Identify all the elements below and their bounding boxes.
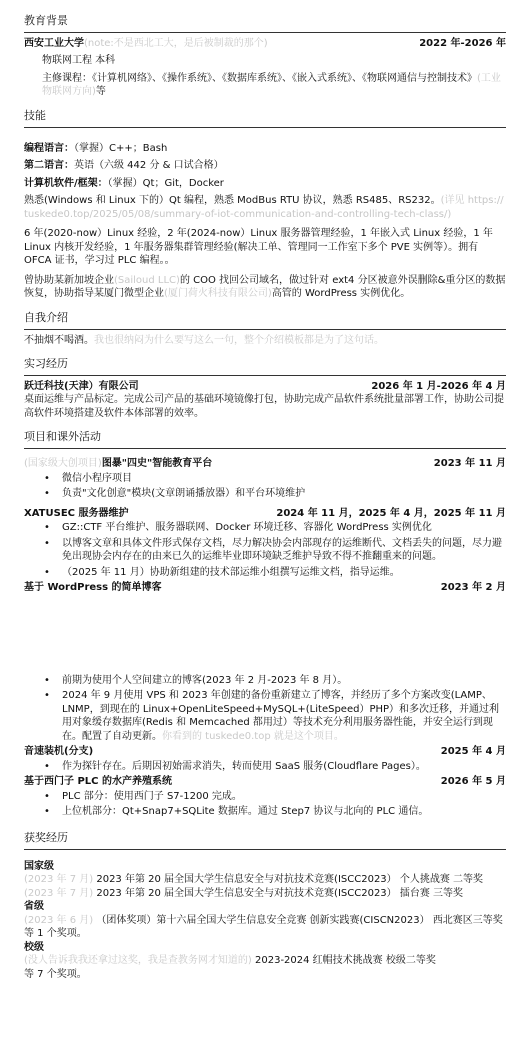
education-school-line: [24, 37, 268, 51]
skill-programming-label: 编程语言：: [24, 142, 74, 154]
section-title-projects: 项目和课外活动: [24, 430, 506, 449]
project-1-header: [24, 457, 506, 471]
skill-language-label: 第二语言：: [24, 160, 74, 172]
school-name: 西安工业大学: [24, 37, 84, 49]
skill-programming-value: （掌握）C++；Bash: [74, 142, 168, 154]
section-title-intro: 自我介绍: [24, 311, 506, 330]
project-1-title-line: [24, 457, 212, 471]
award-national-2: [24, 887, 506, 901]
project-5-name: 基于西门子 PLC 的水产养殖系统: [24, 776, 173, 788]
list-item: • PLC 部分：使用西门子 S7-1200 完成。: [24, 790, 506, 804]
list-item: • 作为探针存在。后期因初始需求消失，转而使用 SaaS 服务(Cloudflare Pages）。: [24, 760, 506, 774]
intro-note: 我也很纳闷为什么要写这么一句，整个介绍模板都是为了这句话。: [94, 334, 384, 346]
project-1-dates: 2023 年 11 月: [433, 458, 506, 470]
skill-help-prefix: 曾协助某新加坡企业: [24, 274, 114, 286]
project-4-bullets: [24, 760, 506, 774]
skill-software-label: 计算机软件/框架：: [24, 177, 108, 189]
section-education: [24, 14, 506, 99]
list-item: • GZ::CTF 平台维护、服务器联网、Docker 环境迁移、容器化 WordPress 实例优化: [24, 521, 506, 535]
skill-language-value: 英语（六级 442 分 & 口试合格）: [74, 160, 224, 172]
award-province-1-text: （团体奖项）第十六届全国大学生信息安全竞赛 创新实践赛(CISCN2023） 西北赛区三等奖: [96, 914, 503, 926]
project-5-header: [24, 775, 506, 789]
skill-help-note2: (厦门荷火科技有限公司): [164, 288, 272, 300]
project-2-bullets: [24, 521, 506, 579]
skill-linux-paragraph: 6 年(2020-now）Linux 经验，2 年(2024-now）Linux 服务器管理经验，1 年嵌入式 Linux 经验，1 年 Linux 内核开发经验，1 年服务器集群管理经验(解决工单、管理同一工作室下多个 PVE 实例等）。拥有 OFCA 证书，学习过 PLC 编程。。: [24, 228, 493, 267]
list-item: • 上位机部分：Qt+Snap7+SQLite 数据库。通过 Step7 协议与北向的 PLC 通信。: [24, 805, 506, 819]
award-national-1: [24, 873, 506, 887]
courses-text: 主修课程：《计算机网络》、《操作系统》、《数据库系统》、《嵌入式系统》、《物联网通信与控制技术》: [42, 72, 477, 84]
list-item: • （2025 年 11 月）协助新组建的技术部运维小组撰写运维文档，指导运维。: [24, 566, 506, 580]
education-header: [24, 37, 506, 51]
section-title-awards: 获奖经历: [24, 831, 506, 850]
experience-header: [24, 380, 506, 394]
section-title-experience: 实习经历: [24, 357, 506, 376]
education-major: 物联网工程 本科: [42, 55, 116, 67]
award-province-1: [24, 914, 506, 928]
education-courses: [24, 72, 506, 99]
project-3-dates: 2023 年 2 月: [440, 582, 506, 594]
list-item: • 以博客文章和具体文件形式保存文档，尽力解决协会内部现存的运维断代、文档丢失的问题，尽力避免出现协会内存在的由来已久的运维毕业即环境缺乏维护导致不得不推翻重来的问题。: [24, 537, 506, 564]
section-awards: [24, 831, 506, 981]
skill-help-suffix: 高管的 WordPress 实例优化。: [271, 288, 411, 300]
award-school-1-text: 2023-2024 红帽技术挑战赛 校级二等奖: [255, 955, 436, 967]
skill-second-language: [24, 159, 506, 173]
courses-note: (工业物联网方向): [42, 72, 501, 98]
experience-dates: 2026 年 1 月-2026 年 4 月: [371, 380, 506, 392]
list-item: • 微信小程序项目: [24, 472, 506, 486]
award-province-1-date: (2023 年 6 月): [24, 914, 94, 926]
awards-province-label: 省级: [24, 901, 44, 913]
list-item: • 负责"文化创意"模块(文章朗诵播放器）和平台环境维护: [24, 487, 506, 501]
awards-school-label: 校级: [24, 941, 44, 953]
award-school-1: [24, 954, 506, 968]
award-national-1-text: 2023 年第 20 届全国大学生信息安全与对抗技术竞赛(ISCC2023） 个人挑战赛 二等奖: [96, 874, 484, 886]
skill-help-note1: (Sailoud LLC): [114, 274, 180, 286]
award-school-1-note: (没人告诉我我还拿过这奖，我是查教务网才知道的): [24, 955, 252, 967]
awards-national-label: 国家级: [24, 860, 54, 872]
skill-qt-ref-suffix: ): [447, 208, 452, 220]
skill-qt-ref-prefix: (详见: [440, 195, 465, 207]
project-4-header: [24, 745, 506, 759]
section-title-education: 教育背景: [24, 14, 506, 33]
project-1-bullets: [24, 472, 506, 501]
skill-qt-paragraph: [24, 194, 506, 221]
skill-help-mid1: 的 COO 找回公司域名，做过针对 ext4 分区被意外误删除&重分区的数据恢复，协助指导某厦门微型企业: [24, 274, 506, 300]
project-3-note: 你看到的 tuskede0.top 就是这个项目。: [162, 730, 344, 742]
project-3-header: [24, 581, 506, 595]
section-title-skills: 技能: [24, 109, 506, 128]
project-1-name: 图暴"四史"智能教育平台: [101, 458, 213, 470]
school-note: (note:不是西北工大，是后被制裁的那个): [84, 37, 268, 49]
skill-software-value: （掌握）Qt；Git，Docker: [107, 177, 224, 189]
list-item: [24, 689, 506, 743]
intro-text: 不抽烟不喝酒。: [24, 334, 94, 346]
award-national-1-date: (2023 年 7 月): [24, 874, 94, 886]
list-item-text: 2024 年 9 月使用 VPS 和 2023 年创建的备份重新建立了博客，并经历了多个方案改变(LAMP、LNMP，到现在的 Linux+OpenLiteSpeed+MySQL+(LiteSpeed）PHP）和多次迁移，并通过利用对象缓存数据库(Redis 和 Memcached 都用过）等技术充分利用服务器性能，并安全运行到现在。配置了自动更新。: [62, 690, 500, 742]
award-national-2-date: (2023 年 7 月): [24, 887, 94, 899]
section-skills: [24, 109, 506, 301]
skill-qt-ref-link[interactable]: https://tuskede0.top/2025/05/08/summary-of-iot-communication-and-controlling-tech-class/: [24, 195, 504, 220]
experience-company: 跃迁科技(天津）有限公司: [24, 380, 139, 392]
project-4-name: 音速装机(分支): [24, 746, 94, 758]
education-dates: 2022 年-2026 年: [419, 37, 506, 49]
project-2-name: XATUSEC 服务器维护: [24, 507, 129, 519]
skill-software: [24, 177, 506, 191]
courses-suffix: 等: [95, 86, 106, 98]
award-province-more: 等 1 个奖项。: [24, 928, 87, 940]
section-projects: [24, 430, 506, 818]
section-experience: [24, 357, 506, 420]
project-4-dates: 2025 年 4 月: [440, 746, 506, 758]
intro-text-line: [24, 334, 506, 348]
experience-desc: 桌面运维与产品标定。完成公司产品的基础环境镜像打包，协助完成产品软件系统批量部署工作，协助公司提高软件环境搭建及软件本体部署的效率。: [24, 394, 504, 419]
skill-help-paragraph: [24, 274, 506, 301]
project-2-dates: 2024 年 11 月，2025 年 4 月，2025 年 11 月: [276, 507, 506, 519]
skill-qt-text: 熟悉(Windows 和 Linux 下的）Qt 编程，熟悉 ModBus RTU 协议，熟悉 RS485、RS232。: [24, 195, 441, 207]
project-2-header: [24, 507, 506, 521]
project-3-name: 基于 WordPress 的简单博客: [24, 582, 162, 594]
award-national-2-text: 2023 年第 20 届全国大学生信息安全与对抗技术竞赛(ISCC2023） 擂台赛 三等奖: [96, 887, 464, 899]
project-3-bullets: [24, 674, 506, 744]
skill-programming: [24, 142, 506, 156]
project-3-blank-space: [24, 595, 506, 673]
project-5-dates: 2026 年 5 月: [440, 776, 506, 788]
project-1-note: (国家级大创项目): [24, 458, 102, 470]
list-item: • 前期为使用个人空间建立的博客(2023 年 2 月-2023 年 8 月）。: [24, 674, 506, 688]
project-5-bullets: [24, 790, 506, 819]
award-school-more: 等 7 个奖项。: [24, 968, 87, 980]
section-intro: [24, 311, 506, 347]
